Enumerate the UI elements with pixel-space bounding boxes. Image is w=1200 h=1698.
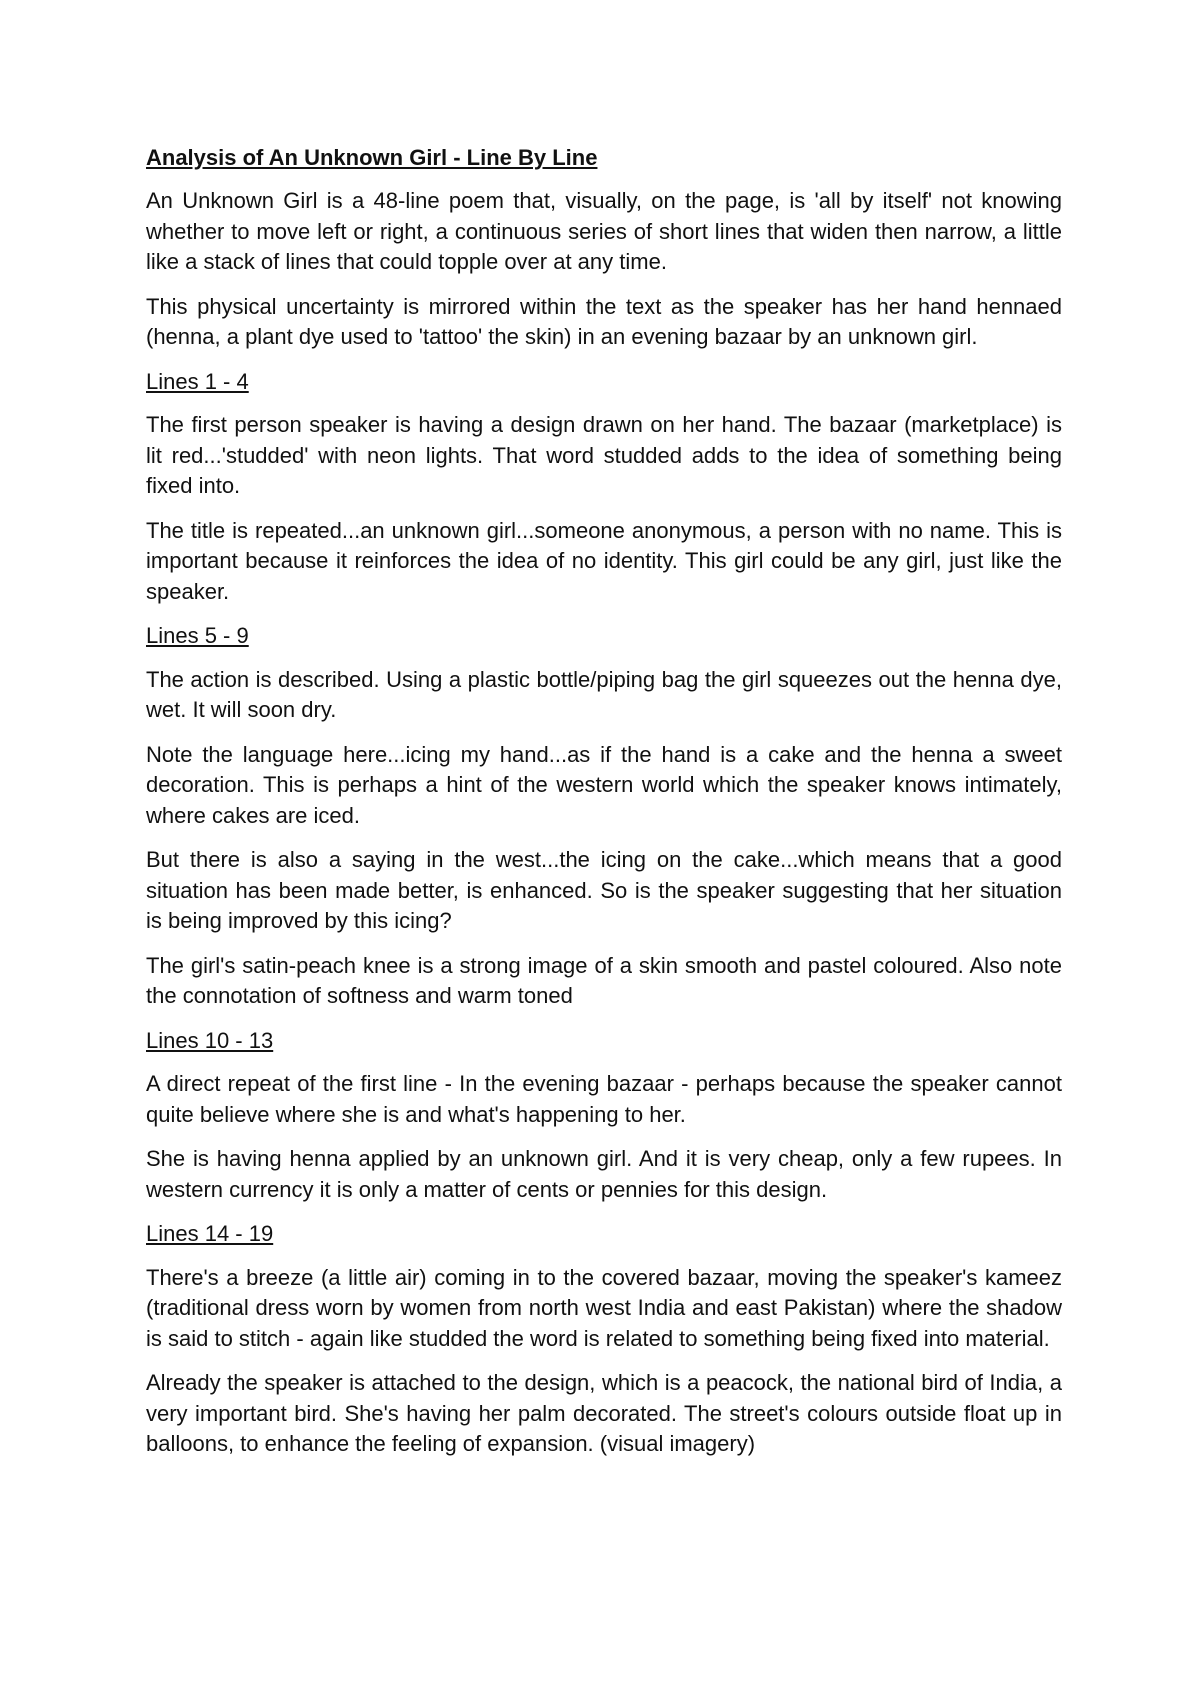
paragraph: She is having henna applied by an unknown girl. And it is very cheap, only a few rupees. In western currency it is only a matter of cents or pennies for this design.: [146, 1146, 1062, 1202]
paragraph: The first person speaker is having a design drawn on her hand. The bazaar (marketplace) is lit red...'studded' with neon lights. That word studded adds to the idea of something being fixed into.: [146, 412, 1062, 498]
paragraph: There's a breeze (a little air) coming in to the covered bazaar, moving the speaker's kameez (traditional dress worn by women from north west India and east Pakistan) where the shadow is said to stitch - again like studded the word is related to something being fixed into material.: [146, 1264, 1062, 1351]
paragraph: Note the language here...icing my hand...as if the hand is a cake and the henna a sweet decoration. This is perhaps a hint of the western world which the speaker knows intimately, where cakes are iced.: [146, 741, 1062, 828]
paragraph: Already the speaker is attached to the design, which is a peacock, the national bird of India, a very important bird. She's having her palm decorated. The street's colours outside float up in balloons, to enhance the feeling of expansion. (visual imagery): [146, 1370, 1062, 1456]
paragraph: The girl's satin-peach knee is a strong image of a skin smooth and pastel coloured. Also note the connotation of softness and warm toned: [146, 952, 1062, 1008]
section-heading-lines-1-4: Lines 1 - 4: [146, 368, 249, 394]
intro-paragraph-1: An Unknown Girl is a 48-line poem that, visually, on the page, is 'all by itself' not knowing whether to move left or right, a continuous series of short lines that widen then narrow, a little like a stack of lines that could topple over at any time.: [146, 188, 1062, 274]
section-heading-lines-5-9: Lines 5 - 9: [146, 623, 249, 648]
document-title: Analysis of An Unknown Girl - Line By Line: [146, 145, 598, 170]
section-heading-lines-14-19: Lines 14 - 19: [146, 1221, 274, 1246]
paragraph: The title is repeated...an unknown girl...someone anonymous, a person with no name. This is important because it reinforces the idea of no identity. This girl could be any girl, just like the speaker.: [146, 517, 1062, 604]
paragraph: The action is described. Using a plastic bottle/piping bag the girl squeezes out the henna dye, wet. It will soon dry.: [146, 666, 1062, 722]
paragraph: But there is also a saying in the west...the icing on the cake...which means that a good situation has been made better, is enhanced. So is the speaker suggesting that her situation is being improved by this icing?: [146, 847, 1062, 933]
section-heading-lines-10-13: Lines 10 - 13: [146, 1027, 274, 1053]
document-page: [146, 143, 1062, 1474]
intro-paragraph-2: This physical uncertainty is mirrored within the text as the speaker has her hand hennaed (henna, a plant dye used to 'tattoo' the skin) in an evening bazaar by an unknown girl.: [146, 293, 1062, 349]
paragraph: A direct repeat of the first line - In the evening bazaar - perhaps because the speaker cannot quite believe where she is and what's happening to her.: [146, 1071, 1062, 1127]
